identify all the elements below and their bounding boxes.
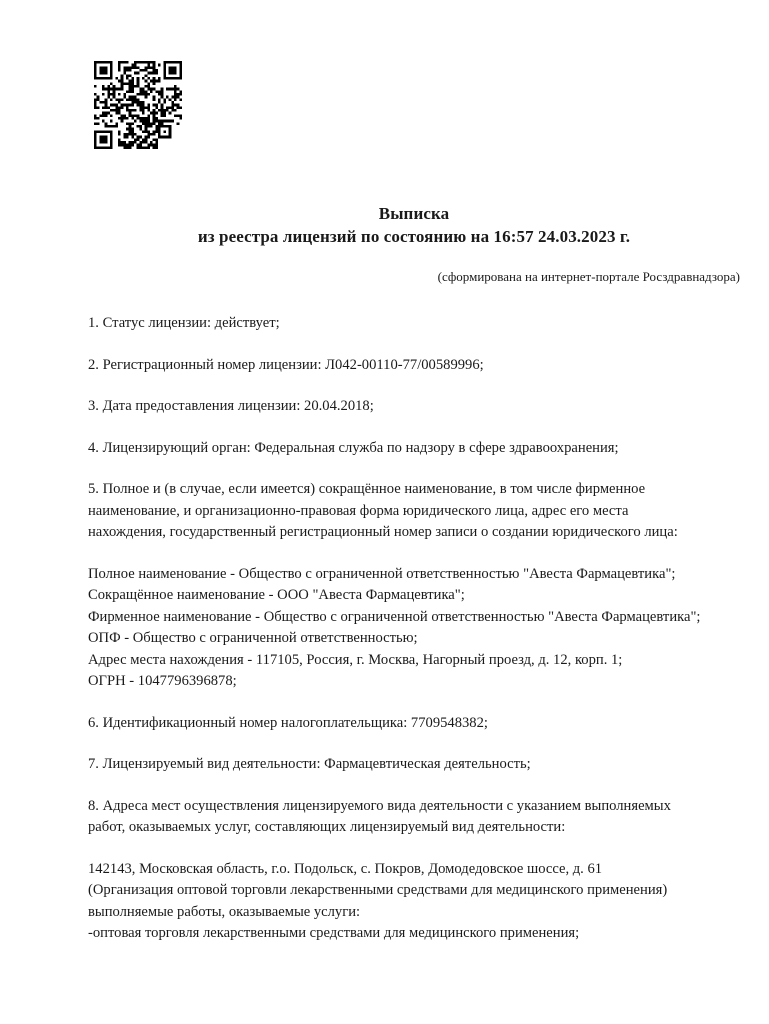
item-2-line-1: 2. Регистрационный номер лицензии: Л042-00110-77/00589996; xyxy=(88,356,484,373)
item-2-license-number xyxy=(88,355,748,377)
entity-brand-name-line: Фирменное наименование - Общество с ограниченной ответственностью "Авеста Фармацевтика"; xyxy=(88,608,701,625)
item-5-entity-heading xyxy=(88,479,748,544)
item-8-line-2: работ, оказываемых услуг, составляющих лицензируемый вид деятельности: xyxy=(88,819,566,835)
entity-address-line: Адрес места нахождения - 117105, Россия, г. Москва, Нагорный проезд, д. 12, корп. 1; xyxy=(88,651,623,668)
item-8-line-1: 8. Адреса мест осуществления лицензируемого вида деятельности с указанием выполняемых xyxy=(88,797,671,814)
title-block xyxy=(88,203,740,248)
item-6-inn xyxy=(88,713,748,735)
entity-short-name-line: Сокращённое наименование - ООО "Авеста Фармацевтика"; xyxy=(88,587,465,603)
item-6-line-1: 6. Идентификационный номер налогоплательщика: 7709548382; xyxy=(88,714,488,731)
document-body xyxy=(88,313,748,945)
qr-code xyxy=(94,61,182,149)
operating-address-line: 142143, Московская область, г.о. Подольск, с. Покров, Домодедовское шоссе, д. 61 xyxy=(88,860,603,877)
entity-full-name-line: Полное наименование - Общество с ограниченной ответственностью "Авеста Фармацевтика"; xyxy=(88,565,676,582)
document-title-line-2: из реестра лицензий по состоянию на 16:57 24.03.2023 г. xyxy=(197,227,631,246)
item-8-addresses-heading xyxy=(88,796,748,839)
entity-ogrn-line: ОГРН - 1047796396878; xyxy=(88,673,237,689)
item-4-line-1: 4. Лицензирующий орган: Федеральная служба по надзору в сфере здравоохранения; xyxy=(88,439,619,456)
item-5-line-1: 5. Полное и (в случае, если имеется) сокращённое наименование, в том числе фирменное xyxy=(88,481,646,497)
item-1-line-1: 1. Статус лицензии: действует; xyxy=(88,315,280,331)
item-4-licensing-authority xyxy=(88,438,748,460)
operating-address-org-line: (Организация оптовой торговли лекарственными средствами для медицинского применения) xyxy=(88,882,668,898)
operating-address-block xyxy=(88,859,748,945)
operating-address-works-item: -оптовая торговля лекарственными средствами для медицинского применения; xyxy=(88,925,580,941)
operating-address-works-label: выполняемые работы, оказываемые услуги: xyxy=(88,903,361,920)
entity-details-block xyxy=(88,564,748,693)
item-3-issue-date xyxy=(88,396,748,418)
item-5-line-2: наименование, и организационно-правовая форма юридического лица, адрес его места xyxy=(88,502,629,519)
qr-code-image xyxy=(94,61,182,149)
item-7-line-1: 7. Лицензируемый вид деятельности: Фармацевтическая деятельность; xyxy=(88,756,531,772)
item-1-status xyxy=(88,313,748,335)
document-title-line-1: Выписка xyxy=(378,204,450,223)
item-5-line-3: нахождения, государственный регистрационный номер записи о создании юридического лица: xyxy=(88,524,678,540)
item-3-line-1: 3. Дата предоставления лицензии: 20.04.2018; xyxy=(88,398,374,414)
document-subtitle: (сформирована на интернет-портале Росздравнадзора) xyxy=(437,269,740,284)
entity-legal-form-line: ОПФ - Общество с ограниченной ответственностью; xyxy=(88,630,418,646)
item-7-activity-type xyxy=(88,754,748,776)
